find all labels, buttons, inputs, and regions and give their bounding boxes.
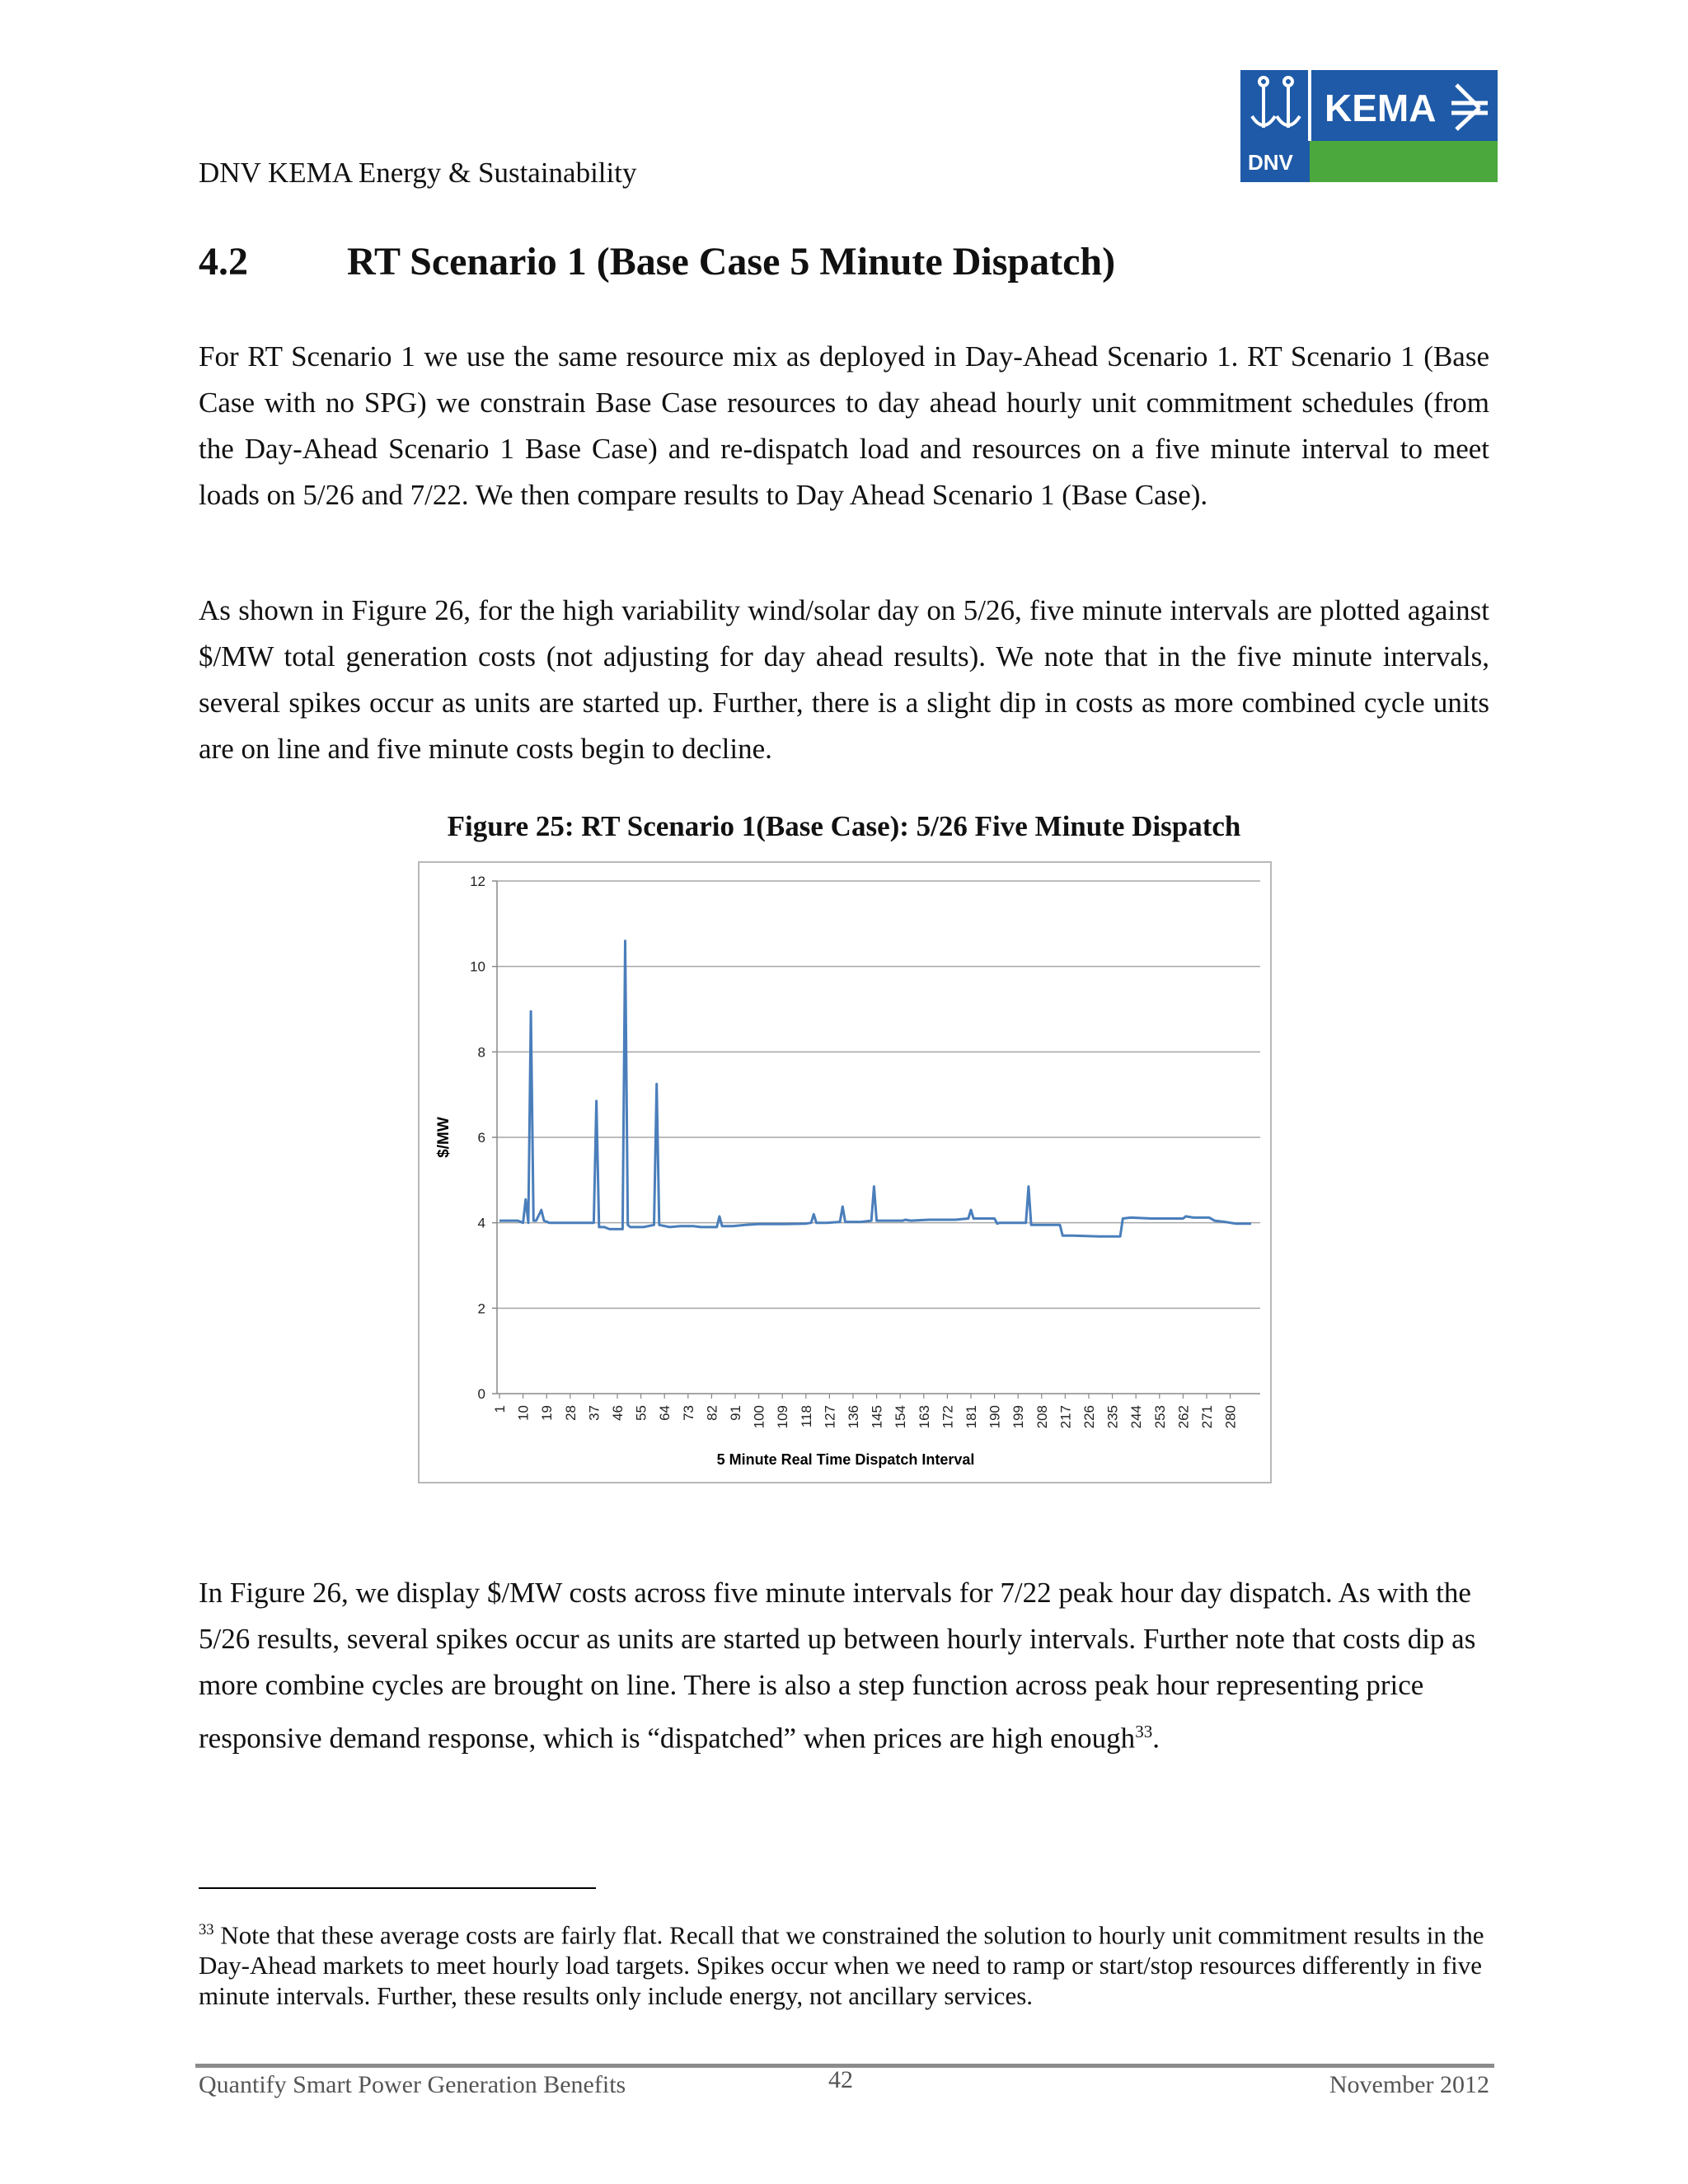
chart-axes	[497, 881, 1260, 1399]
x-tick-label: 235	[1104, 1405, 1121, 1429]
footnote-text: Note that these average costs are fairly flat. Recall that we constrained the solution to hourly unit commitment results in the Day-Ahead markets to meet hourly load targets. Spikes occur when we need to ramp or start/stop resources differently in five minute intervals. Further, these results only include energy, not ancillary services.	[199, 1920, 1484, 2011]
chart-series	[499, 941, 1251, 1237]
x-tick-label: 64	[657, 1405, 673, 1421]
x-tick-label: 1	[492, 1405, 508, 1413]
section-title: RT Scenario 1 (Base Case 5 Minute Dispatch)	[347, 240, 1116, 284]
x-tick-label: 109	[775, 1405, 791, 1429]
x-tick-label: 100	[751, 1405, 767, 1429]
section-number: 4.2	[199, 240, 248, 284]
logo-graphic	[1240, 70, 1498, 182]
figure-caption: Figure 25: RT Scenario 1(Base Case): 5/26 Five Minute Dispatch	[447, 810, 1241, 842]
x-tick-label: 190	[987, 1405, 1003, 1429]
logo-kema-text: KEMA	[1325, 87, 1437, 129]
x-tick-label: 118	[798, 1405, 814, 1428]
footnote-number: 33	[199, 1921, 214, 1938]
x-tick-label: 154	[893, 1405, 909, 1429]
x-tick-label: 127	[822, 1405, 838, 1429]
footnote-ref[interactable]: 33	[1135, 1722, 1153, 1741]
logo-dnv-text: DNV	[1248, 150, 1293, 175]
footnote	[199, 1915, 1489, 2011]
x-tick-label: 271	[1198, 1405, 1215, 1429]
paragraph-3-end: .	[1152, 1722, 1160, 1755]
x-tick-label: 82	[704, 1405, 720, 1421]
x-tick-label: 55	[633, 1405, 649, 1421]
y-tick-label: 4	[477, 1215, 485, 1231]
x-tick-label: 73	[680, 1405, 696, 1421]
x-axis-label: 5 Minute Real Time Dispatch Interval	[716, 1451, 975, 1468]
paragraph-3	[199, 1570, 1489, 1762]
y-tick-label: 6	[477, 1130, 485, 1146]
x-tick-label: 208	[1034, 1405, 1050, 1429]
series-line	[499, 941, 1251, 1237]
footer-date: November 2012	[1329, 2071, 1489, 2098]
kema-dnv-logo	[1240, 70, 1498, 182]
x-tick-label: 244	[1128, 1405, 1145, 1429]
x-tick-label: 199	[1010, 1405, 1027, 1429]
x-tick-label: 226	[1081, 1405, 1097, 1429]
y-tick-label: 2	[477, 1301, 485, 1317]
chart-container	[418, 861, 1272, 1483]
x-tick-labels	[492, 1405, 1239, 1428]
footnote-divider	[199, 1887, 596, 1889]
x-tick-label: 280	[1222, 1405, 1239, 1429]
x-tick-label: 136	[845, 1405, 861, 1429]
paragraph-1: For RT Scenario 1 we use the same resource mix as deployed in Day-Ahead Scenario 1. RT Scenario 1 (Base Case with no SPG) we constrain Base Case resources to day ahead hourly unit commitment schedules (from the Day-Ahead Scenario 1 Base Case) and re-dispatch load and resources on a five minute interval to meet loads on 5/26 and 7/22. We then compare results to Day Ahead Scenario 1 (Base Case).	[199, 340, 1489, 511]
x-tick-label: 145	[869, 1405, 885, 1429]
section-heading	[199, 239, 1115, 284]
y-tick-labels	[470, 874, 485, 1402]
y-tick-label: 10	[470, 958, 485, 975]
x-tick-label: 172	[940, 1405, 956, 1429]
header-org: DNV KEMA Energy & Sustainability	[199, 157, 637, 189]
x-tick-label: 91	[727, 1405, 743, 1421]
x-tick-label: 46	[609, 1405, 626, 1421]
y-tick-label: 0	[477, 1386, 485, 1402]
x-tick-label: 37	[586, 1405, 603, 1421]
footer-title: Quantify Smart Power Generation Benefits	[199, 2071, 626, 2098]
paragraph-2: As shown in Figure 26, for the high variability wind/solar day on 5/26, five minute intervals are plotted against $/MW total generation costs (not adjusting for day ahead results). We note that in the five minute intervals, several spikes occur as units are started up. Further, there is a slight dip in costs as more combined cycle units are on line and five minute costs begin to decline.	[199, 594, 1489, 765]
x-tick-label: 163	[916, 1405, 932, 1429]
x-tick-label: 19	[539, 1405, 556, 1421]
y-axis-label: $/MW	[435, 1117, 452, 1158]
x-tick-label: 217	[1057, 1405, 1074, 1429]
y-tick-label: 12	[470, 874, 485, 889]
x-tick-label: 253	[1151, 1405, 1168, 1429]
x-tick-label: 262	[1175, 1405, 1192, 1429]
x-tick-label: 10	[515, 1405, 532, 1421]
y-tick-label: 8	[477, 1044, 485, 1061]
line-chart	[420, 863, 1270, 1482]
x-tick-label: 28	[562, 1405, 579, 1421]
paragraph-3-text: In Figure 26, we display $/MW costs across five minute intervals for 7/22 peak hour day dispatch. As with the 5/26 results, several spikes occur as units are started up between hourly intervals. Further note that costs dip as more combine cycles are brought on line. There is also a step function across peak hour representing price responsive demand response, which is “dispatched” when prices are high enough	[199, 1577, 1476, 1755]
page-number: 42	[828, 2066, 853, 2093]
chart-gridlines	[492, 881, 1260, 1394]
x-tick-label: 181	[963, 1405, 979, 1429]
